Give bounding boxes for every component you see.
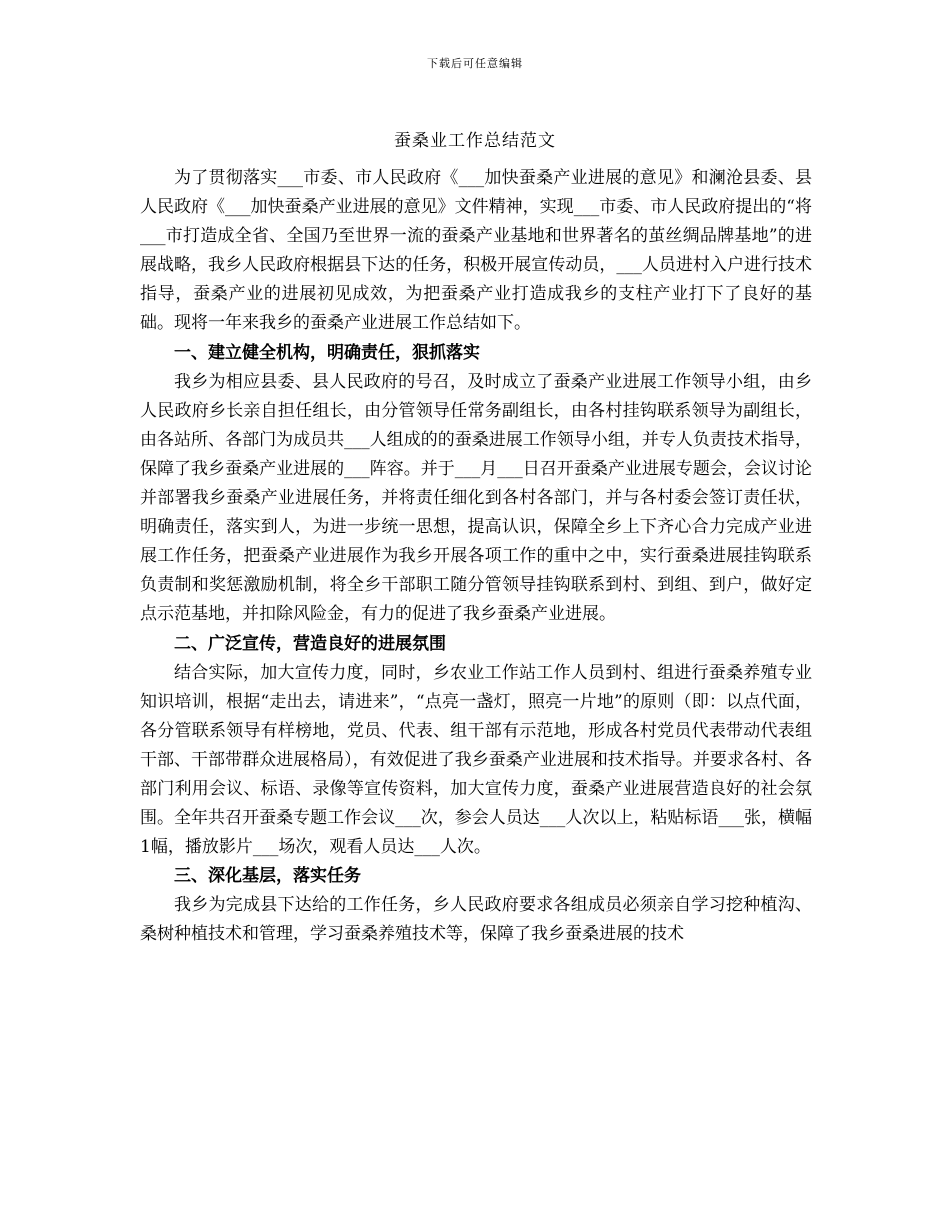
- section-3-paragraph: 我乡为完成县下达给的工作任务，乡人民政府要求各组成员必须亲自学习挖种植沟、桑树种植技术和管理，学习蚕桑养殖技术等，保障了我乡蚕桑进展的技术: [140, 895, 812, 945]
- intro-paragraph: 为了贯彻落实___市委、市人民政府《___加快蚕桑产业进展的意见》和澜沧县委、县人民政府《___加快蚕桑产业进展的意见》文件精神，实现___市委、市人民政府提出的“将___市打造成全省、全国乃至世界一流的蚕桑产业基地和世界著名的茧丝绸品牌基地”的进展战略，我乡人民政府根据县下达的任务，积极开展宣传动员，___人员进村入户进行技术指导，蚕桑产业的进展初见成效，为把蚕桑产业打造成我乡的支柱产业打下了良好的基础。现将一年来我乡的蚕桑产业进展工作总结如下。: [140, 168, 812, 334]
- section-3-heading: 三、深化基层，落实任务: [174, 866, 361, 887]
- section-1-heading: 一、建立健全机构，明确责任，狠抓落实: [174, 342, 480, 363]
- section-2-heading: 二、广泛宣传，营造良好的进展氛围: [174, 633, 446, 654]
- section-1-paragraph: 我乡为相应县委、县人民政府的号召，及时成立了蚕桑产业进展工作领导小组，由乡人民政府乡长亲自担任组长，由分管领导任常务副组长，由各村挂钩联系领导为副组长，由各站所、各部门为成员共___人组成的的蚕桑进展工作领导小组，并专人负责技术指导，保障了我乡蚕桑产业进展的___阵容。并于___月___日召开蚕桑产业进展专题会，会议讨论并部署我乡蚕桑产业进展任务，并将责任细化到各村各部门，并与各村委会签订责任状，明确责任，落实到人，为进一步统一思想，提高认识，保障全乡上下齐心合力完成产业进展工作任务，把蚕桑产业进展作为我乡开展各项工作的重中之中，实行蚕桑进展挂钩联系负责制和奖惩激励机制，将全乡干部职工随分管领导挂钩联系到村、到组、到户，做好定点示范基地，并扣除风险金，有力的促进了我乡蚕桑产业进展。: [140, 371, 812, 625]
- document-title: 蚕桑业工作总结范文: [394, 131, 556, 151]
- document-body: [140, 164, 812, 950]
- section-2-paragraph: 结合实际，加大宣传力度，同时，乡农业工作站工作人员到村、组进行蚕桑养殖专业知识培训，根据“走出去，请进来”，“点亮一盏灯，照亮一片地”的原则（即：以点代面，各分管联系领导有样榜地，党员、代表、组干部有示范地，形成各村党员代表带动代表组干部、干部带群众进展格局），有效促进了我乡蚕桑产业进展和技术指导。并要求各村、各部门利用会议、标语、录像等宣传资料，加大宣传力度，蚕桑产业进展营造良好的社会氛围。全年共召开蚕桑专题工作会议___次，参会人员达___人次以上，粘贴标语___张，横幅1幅，播放影片___场次，观看人员达___人次。: [140, 662, 812, 858]
- page-header-note: 下载后可任意编辑: [427, 57, 523, 70]
